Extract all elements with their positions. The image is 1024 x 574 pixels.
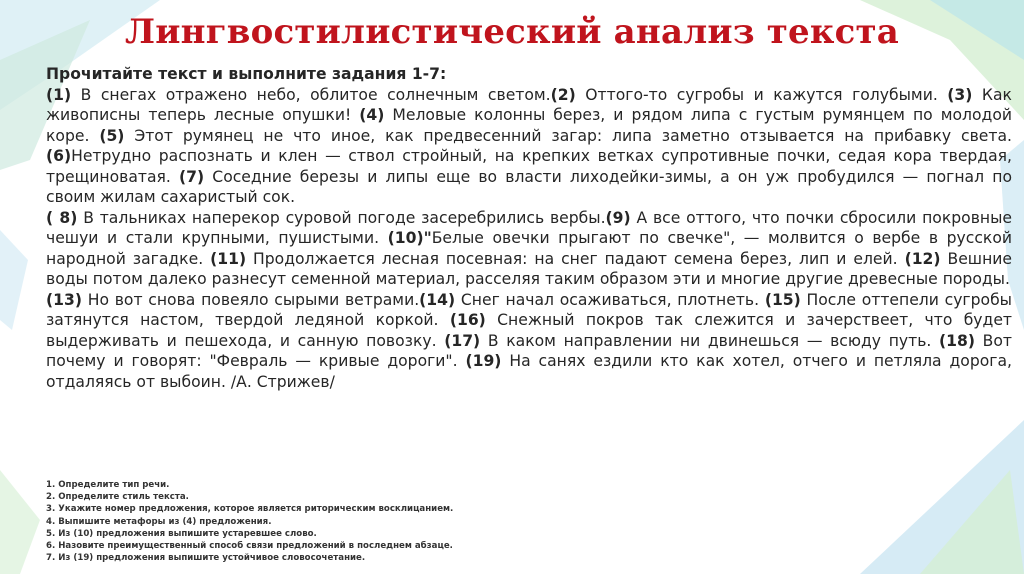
task-item: 1. Определите тип речи. <box>46 480 170 490</box>
slide-title: Лингвостилистический анализ текста <box>124 12 900 52</box>
sentence-number: (2) <box>550 85 576 104</box>
reading-text <box>46 64 1012 392</box>
task-item: 6. Назовите преимущественный способ связи предложений в последнем абзаце. <box>46 541 453 552</box>
task-item: 2. Определите стиль текста. <box>46 492 189 503</box>
sentence-text: Но вот снова повеяло сырыми ветрами. <box>81 290 420 309</box>
sentence-text: В тальниках наперекор суровой погоде засеребрились вербы. <box>77 208 606 227</box>
sentence-number: (9) <box>605 208 631 227</box>
sentence-text: Белые овечки прыгают по свечке", — молвится о вербе в русской народной загадке. <box>46 229 1012 268</box>
task-list <box>46 479 746 564</box>
sentence-text: После оттепели сугробы затянутся настом, твердой ледяной коркой. <box>46 290 1012 329</box>
sentence-number: (5) <box>99 126 125 145</box>
sentence-text: Продолжается лесная посевная: на снег падают семена берез, лип и елей. <box>246 249 905 268</box>
sentence-number: (17) <box>444 331 481 350</box>
sentence-number: (14) <box>419 290 456 309</box>
paragraph-3 <box>46 290 1012 393</box>
sentence-text: В каком направлении ни двинешься — всюду путь. <box>480 331 940 350</box>
sentence-number: ( 8) <box>46 208 78 227</box>
sentence-number: (10)" <box>387 229 432 247</box>
sentence-text: Вешние воды потом далеко разнесут семенной материал, расселяя таким образом эти и многие другие древесные породы. <box>46 249 1012 288</box>
paragraph-2 <box>46 208 1012 290</box>
sentence-number: (4) <box>359 106 385 124</box>
instruction-line: Прочитайте текст и выполните задания 1-7: <box>46 65 447 83</box>
sentence-text: Снег начал осаживаться, плотнеть. <box>455 290 765 309</box>
sentence-number: (11) <box>210 249 247 268</box>
sentence-number: (1) <box>46 85 72 104</box>
task-item: 3. Укажите номер предложения, которое является риторическим восклицанием. <box>46 504 454 515</box>
sentence-number: (15) <box>764 290 801 309</box>
sentence-text: Этот румянец не что иное, как предвесенний загар: липа заметно отзывается на прибавку света. <box>124 126 1012 145</box>
task-item: 7. Из (19) предложения выпишите устойчивое словосочетание. <box>46 553 366 564</box>
sentence-text: Соседние березы и липы еще во власти лиходейки-зимы, а он уж пробудился — погнал по своим жилам сахаристый сок. <box>46 167 1012 206</box>
paragraph-1 <box>46 85 1012 208</box>
sentence-number: (19) <box>465 352 502 370</box>
sentence-number: (7) <box>179 167 205 186</box>
sentence-text: А все оттого, что почки сбросили покровные чешуи и стали крупными, пушистыми. <box>46 208 1012 247</box>
sentence-text: Снежный покров так слежится и зачерствеет, что будет выдерживать и пешехода, и санную повозку. <box>46 311 1012 350</box>
sentence-number: (13) <box>46 290 82 309</box>
sentence-text: Как живописны теперь лесные опушки! <box>46 85 1012 124</box>
sentence-text: На санях ездили кто как хотел, отчего и петляла дорога, отдаляясь от выбоин. /А. Стрижев/ <box>46 352 1012 391</box>
sentence-number: (16) <box>449 311 486 329</box>
sentence-text: В снегах отражено небо, облитое солнечным светом. <box>71 85 551 104</box>
sentence-number: (3) <box>947 85 973 104</box>
sentence-number: (12) <box>904 249 941 268</box>
sentence-text: Вот почему и говорят: "Февраль — кривые дороги". <box>46 331 1012 370</box>
sentence-text: Оттого-то сугробы и кажутся голубыми. <box>575 85 948 104</box>
corner-shape-bottom-left <box>0 470 40 574</box>
sentence-number: (6) <box>46 147 72 165</box>
sentence-text: Нетрудно распознать и клен — ствол стройный, на крепких ветках супротивные почки, седая кора твердая, трещиноватая. <box>46 147 1012 186</box>
task-item: 5. Из (10) предложения выпишите устаревшее слово. <box>46 528 317 539</box>
sentence-number: (18) <box>939 331 975 350</box>
sentence-text: Меловые колонны берез, и рядом липа с густым румянцем по молодой коре. <box>46 106 1013 145</box>
side-shape-left <box>0 230 28 330</box>
task-item: 4. Выпишите метафоры из (4) предложения. <box>46 516 272 527</box>
